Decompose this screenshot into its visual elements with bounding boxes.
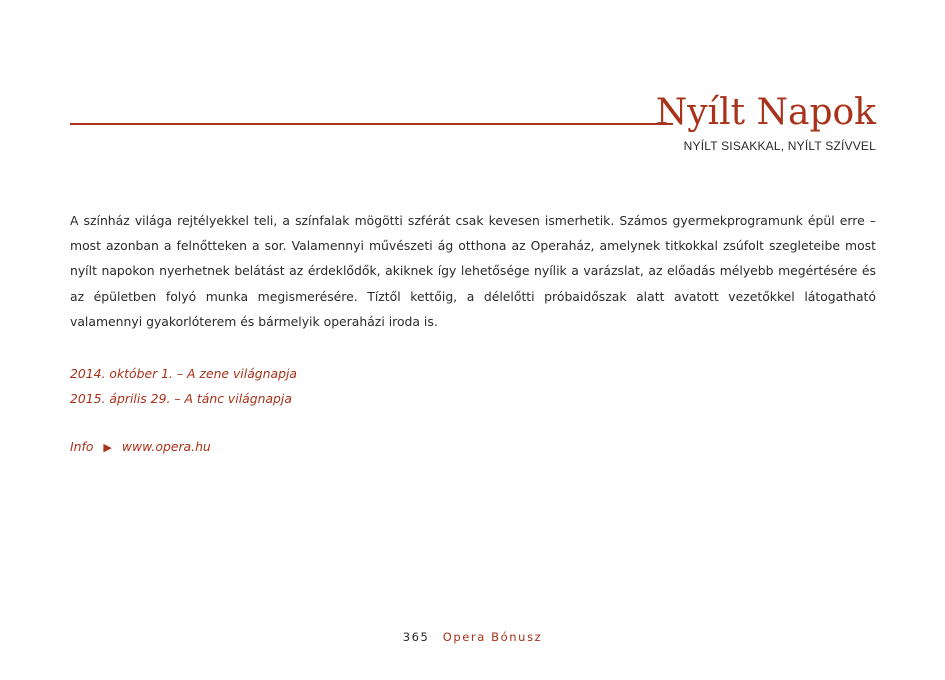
event-dates: [70, 361, 297, 411]
info-label: Info: [70, 439, 94, 454]
arrow-right-icon: ▶: [103, 441, 112, 454]
info-line: [70, 436, 211, 459]
title-rule: [70, 123, 673, 125]
page-footer: [0, 628, 945, 646]
event-date-item: 2015. április 29. – A tánc világnapja: [70, 391, 292, 406]
page-number: 365: [402, 630, 430, 644]
event-date-item: 2014. október 1. – A zene világnapja: [70, 366, 298, 381]
publication-name: Opera Bónusz: [442, 630, 543, 644]
page-subtitle: NYÍLT SISAKKAL, NYÍLT SZÍVVEL: [683, 139, 876, 153]
page-title: Nyílt Napok: [655, 92, 876, 133]
info-link[interactable]: www.opera.hu: [121, 439, 211, 454]
body-paragraph: A színház világa rejtélyekkel teli, a színfalak mögötti szférát csak kevesen ismerhetik. Számos gyermekprogramunk épül erre – most azonban a felnőtteken a sor. Valamennyi művészeti ág otthona az Operaház, amelynek titkokkal zsúfolt szegleteibe most nyílt napokon nyerhetnek belátást az érdeklődők, akiknek így lehetősége nyílik a varázslat, az előadás mélyebb megértésére és az épületben folyó munka megismerésére. Tíztől kettőig, a délelőtti próbaidőszak alatt avatott vezetőkkel látogatható valamennyi gyakorlóterem és bármelyik operaházi iroda is.: [70, 213, 876, 329]
